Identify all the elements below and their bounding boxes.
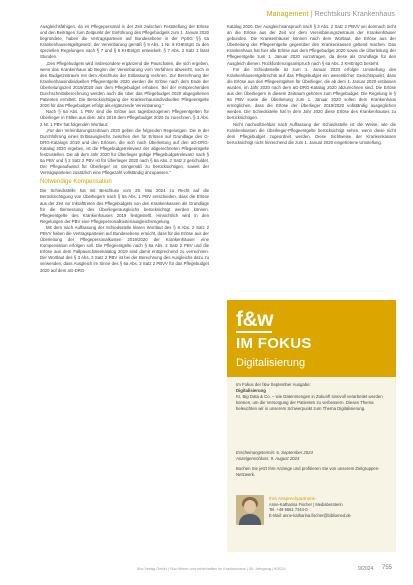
fokus-body xyxy=(236,382,388,417)
fokus-topic: Digitalisierung xyxy=(236,357,306,369)
contact-heading: Ihre Ansprechpartnerin xyxy=(269,496,316,501)
fokus-intro-title: Digitalisierung xyxy=(236,388,266,394)
contact-photo xyxy=(236,495,264,525)
left-paragraph-2: „Des Pflegebudgets wird insbesondere ergänzend die Pauschalen, die sich ergeben, wenn das Krankenhaus ab Beginn der Vereinbarung vom Verfahren abweicht, noch in den Budgetzeitraum mit dem Abschluss der Entlassung rechnen. Zur Berechnung der Krankenhausindividuellen Pflegeentgelte 2020 werden die Erlöse nach dem Ende der Überleitungszeit 2019/2020 aus dem Pflegebudget erhoben. Bei der entsprechenden Durchschnittsberechnung werden auch die über das Pflegebudget 2020 abgegoltenen Patienten ermittelt. Die Berücksichtigung der Krankenhausindividuellen Pflegeentgelte 2020 für das Pflegebudget erfolgt als ergänzende Vereinbarung.“ xyxy=(40,60,209,109)
fokus-intro-text: KI, Big Data & Co. – wie Datenmengen in Zukunft sinnvoll verarbeitet werden können, um die Versorgung der Patienten zu verbessern. Dieses Thema beleuchten wir in unserem Schwerpunkt zum Thema Digitalisierung. xyxy=(236,394,383,412)
left-paragraph-3: Nach § 6a Abs. 1 PBV sind die Erlöse aus tagesbezogenen Pflegeentgelten für Überlieger in Fällen aus dem Jahr 2019 dem Pflegebudget 2020 zu zurechnen. § 3 Abs. 2 Nr. 1 PBV hat folgenden Wortlaut: xyxy=(40,109,209,127)
fokus-box xyxy=(227,300,396,552)
fokus-banner xyxy=(227,300,396,377)
contact-phone[interactable]: Tel. +49 5661 7344-0 xyxy=(269,507,308,513)
right-paragraph-1: Katalog 2020. Der Ausgleichsanspruch nach § 3 Abs. 2 Satz 2 PBVV sei demnach nicht an die Erlöse aus der Zeit vor dem Vereinbarungszeitraum der Krankenhäuser gebunden. Die Krankenhäuser können nach dem Wortlaut, die Erlöse aus der Überleitung der Pflegeentgelte gegenüber den Krankenkassen geltend machen. Das Krankenhaus hat hier alle Erlöse aus dem Pflegebudget 2020 sowie die Überleitung der Pflegeentgelte zum 1. Januar 2020 vorzutragen, da diese als Grundlage für den Ausgleich dienen. Rückforderungsanspruch nach § 6a Abs. 2 KHEntgG besteht. xyxy=(227,24,396,66)
contact-name: Anne-Katharina Fischer | Mediaberaterin xyxy=(269,501,343,507)
fokus-title: IM FOKUS xyxy=(236,335,312,352)
left-paragraph-5: Die Schiedsstelle hat mit Beschluss vom 28. Mai 2024 zu Recht auf die Berücksichtigung von Überliegern nach § 6a Abs. 1 PBV entschieden, dass die Erlöse aus der Zeit vor Inkrafttreten des Pflegebudgets von den Krankenkassen als Grundlage für die Bemessung des Überliegerausgleichs berücksichtigt werden können. Pflegeentgelte des Krankenhauses 2019 festgestellt. Hinsichtlich wird in den Regelungen der PBV eine Pflegepersonalkostenausgleichsregelung. xyxy=(40,188,209,224)
section-heading: Notwendige Kompensation xyxy=(40,179,112,186)
right-paragraph-3: Nicht nachvollziehbar nach Auffassung der Schiedsstelle ist die Weise, wie die Krankenkassen die Überlieger-Pflegeentgelte berücksichtigt sehen, wenn diese nicht dem Pflegebudget zugeordnet werden. Diese Sichtweise der Krankenkassen berücksichtigt nicht hinreichend die zum 1. Januar 2020 eingetretene Umstellung. xyxy=(227,121,396,145)
page-number: 755 xyxy=(382,565,393,571)
contact-card xyxy=(236,495,388,535)
contact-details xyxy=(269,496,389,518)
booking-text: Buchen Sie jetzt Ihre Anzeige und profitieren Sie von unserem Zielgruppen-Netzwerk. xyxy=(236,466,380,478)
fw-logo: f&w xyxy=(236,308,273,331)
left-column xyxy=(40,24,209,274)
left-paragraph-6: Mit dem nach Auffassung der Schiedsstelle klaren Wortlaut des § 8 Abs. 2 Satz 2 PBVV haben die Vertragsparteien auf Bundesebene erreicht, dass für die Erlöse aus der Überleitung der Pflegepersonalkosten 2019/2020 der Krankenhäuser eine Kompensation erfolgen soll. Die Pflegeentgelte nach § 6a Abs. 2 Satz 2 PBV und die Erlöse aus dem Fallpauschalenkatalog 2019 sind damit entsprechend zu verrechnen. Der Wortlaut des § 3 Abs. 2 Satz 2 PBV ist bei der Berechnung des Ausgleichs dazu zu verwenden, dass Ausgleich im Sinne des § 6a Abs. 2 Satz 2 PBVV für das Pflegebudget 2020 auf dem aG-DRG- xyxy=(40,224,209,273)
left-paragraph-4: „Für den Vereinbarungszeitraum 2020 gelten die folgenden Regelungen. Die in der Durchführung eines Erlösausgleichs zwischen den für Erlösen auf Grundlage des G-DRG-Katalogs 2019 und den Erlösen, die sich nach Überleitung auf den aG-DRG-Katalog 2020 ergeben, ist die Pflegebudgetrelevanz der abgerechneten Pflegeentgelte festzustellen. Die ab dem Jahr 2020 für Überlieger gültige Pflegebudgetrelevanz nach § 6a PBV und § 2 Satz 2 PBV ist für Überlieger 2020 nach § 6a Abs. 2 Satz 2 geschuldet. Der Pflegeaufwand für Überlieger ist sinngemäß zu berücksichtigen, soweit der Vertragsparteien zusätzlich eine Pflegezahl vollständig anzupassen.“ xyxy=(40,127,209,176)
publication-date: Erscheinungstermin: 6. September 2024 xyxy=(236,450,313,455)
footer-text: f&w Verlag GmbH | f&w führen und wirtschaften im Krankenhaus | 39. Jahrgang | 9/2024 xyxy=(137,567,286,571)
footer-issue: 9/2024 xyxy=(358,566,374,572)
header-separator: | xyxy=(310,11,313,18)
contact-email[interactable]: E-Mail: anne-katharina.fischer@bibliomed.de xyxy=(269,512,351,518)
ad-deadline: Anzeigenschluss: 9. August 2024 xyxy=(236,456,300,462)
right-column xyxy=(227,24,396,146)
fokus-meta xyxy=(236,450,388,478)
fokus-intro-lead: Im Fokus der f&w September Ausgabe: xyxy=(236,382,311,387)
page-header xyxy=(267,11,395,18)
right-paragraph-2: Für die Schiedsstelle ist zum 1. Januar 2020 erfolgte Umstellung des Krankenhausentgeltrechts auf das Pflegebudget ein wesentlicher Gesichtspunkt, dass die Erlöse aus den Pflegeentgelten für Überlieger, die ab dem 1. Januar 2020 entlassen wurden, im Jahr 2020 nach dem aG-DRG-Katalog 2020 abzurechnen sind. Die Erlöse aus den Überliegern in diesem Zeitraum gehören zum Pflegebudget. Die Regelung in § 6a PBV sowie die Überleitung zum 1. Januar 2020 sollen dem Krankenhaus ermöglichen, dass die Erlöse der Überlieger 2019/2020 vollständig ausgeglichen werden. Die Schiedsstelle hat in dem Jahr 2020 diese Erlöse des Krankenhauses zu berücksichtigen. xyxy=(227,66,396,121)
logo-underline xyxy=(236,331,272,333)
page-footer xyxy=(0,564,413,576)
header-subsection: Rechtskurs Krankenhaus xyxy=(314,11,395,18)
left-paragraph-1: Ausgleichsfähigen, da es Pflegepersonal in der Zeit zwischen Feststellung der Erlöse und den Beiträgen zum Zeitpunkt der Einführung des Pflegebudgets zum 1. Januar 2020 begründete, haben die Vertragsparteien auf Bundesebene in der PpSG §§ 6a Krankenhausentgeltgesetz, der Vereinbarung gemäß § 9 Abs. 1 Nr. 8 KHEntgG zu den speziellen Regelungen nach § 7 und § 8 KHEntgG entwickelt. § 7 Abs. 2 Satz 1 lässt Stunden. xyxy=(40,24,209,60)
header-section: Management xyxy=(266,11,309,18)
